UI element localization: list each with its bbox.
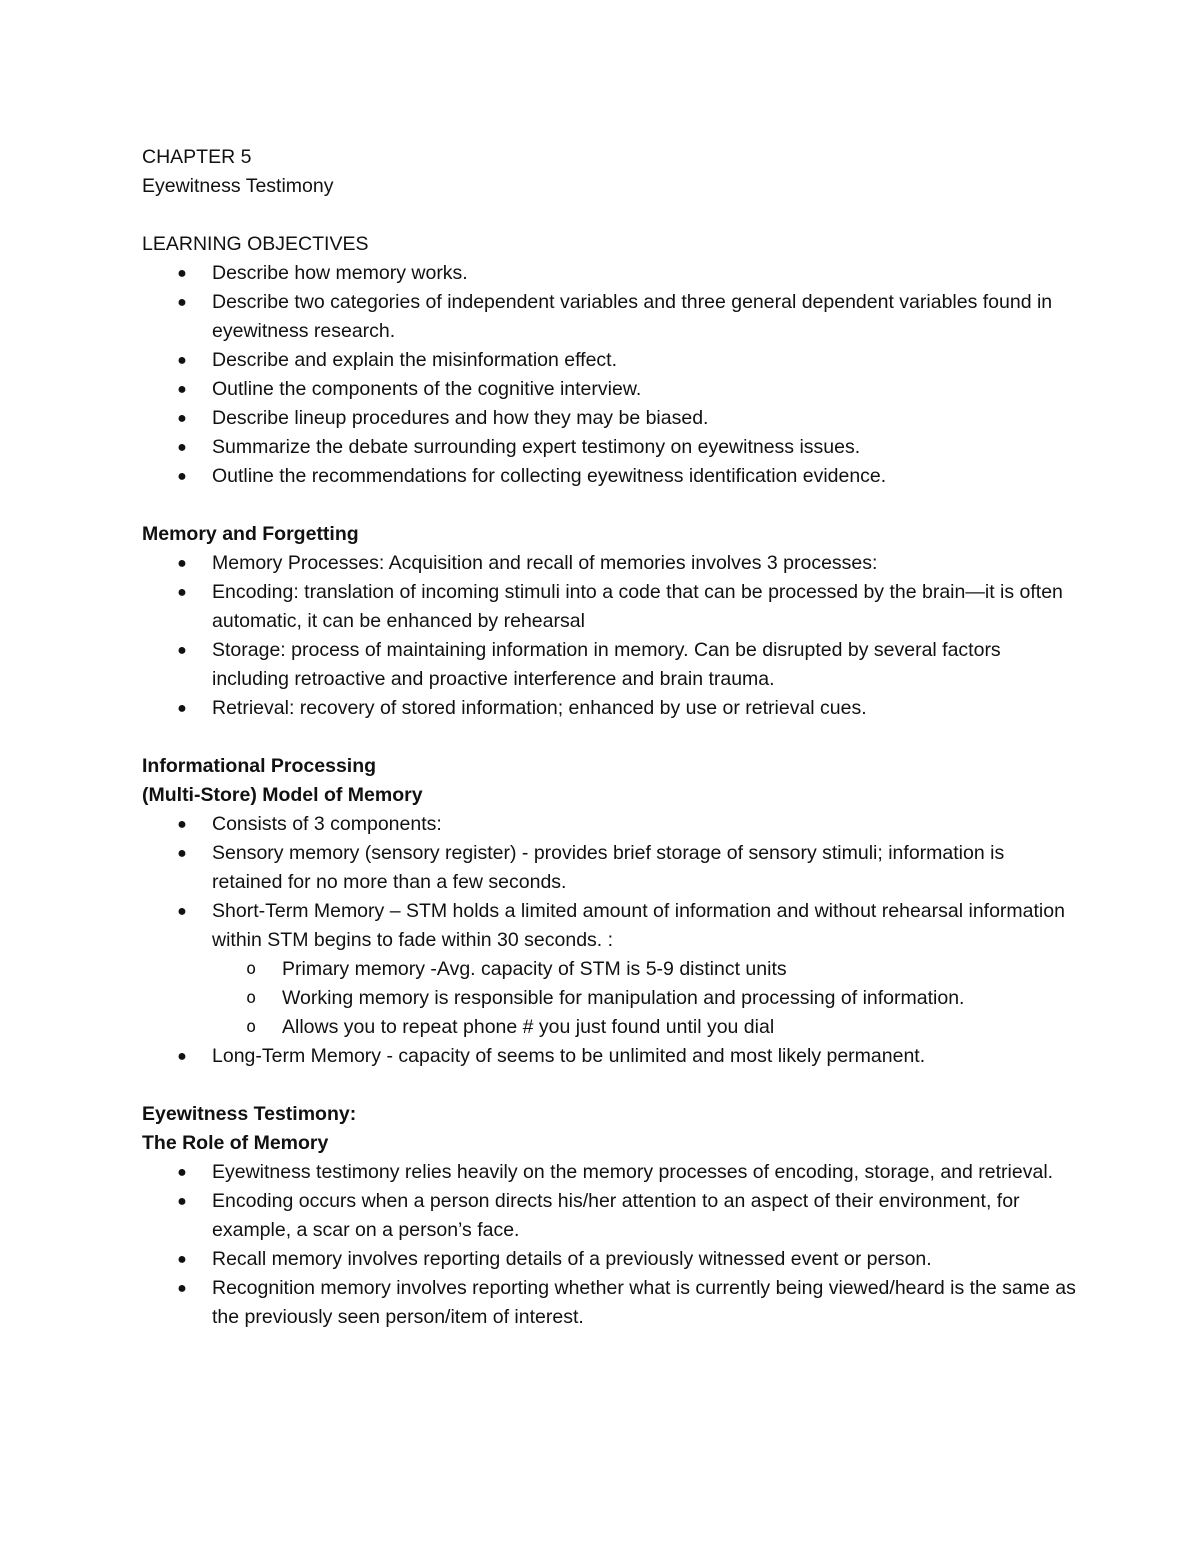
bullet-icon: ●: [177, 381, 187, 398]
bullet-icon: ●: [177, 903, 187, 920]
list-item: [142, 1158, 1077, 1187]
stm-sublist: [212, 955, 1077, 1042]
circle-bullet-icon: o: [246, 1017, 257, 1037]
section-heading: Eyewitness Testimony:: [142, 1103, 357, 1125]
objectives-list: [142, 259, 1077, 491]
sub-list-item-text: Allows you to repeat phone # you just found until you dial: [282, 1016, 775, 1038]
objectives-heading: LEARNING OBJECTIVES: [142, 233, 369, 255]
bullet-icon: ●: [177, 642, 187, 659]
list-item: [142, 259, 1077, 288]
bullet-icon: ●: [177, 845, 187, 862]
list-item-text: Outline the components of the cognitive interview.: [212, 378, 642, 400]
bullet-icon: ●: [177, 700, 187, 717]
section-heading: Memory and Forgetting: [142, 523, 359, 545]
list-item: [142, 578, 1077, 636]
list-item: [142, 839, 1077, 897]
list-item: [142, 1042, 1077, 1071]
list-item-text: Describe and explain the misinformation effect.: [212, 349, 618, 371]
list-item: [142, 897, 1077, 1042]
chapter-title: Eyewitness Testimony: [142, 175, 334, 197]
spacer: [142, 1071, 1077, 1100]
list-item-text: Memory Processes: Acquisition and recall of memories involves 3 processes:: [212, 552, 878, 574]
list-item-text: Eyewitness testimony relies heavily on the memory processes of encoding, storage, and retrieval.: [212, 1161, 1054, 1183]
list-item: [142, 375, 1077, 404]
list-item-text: Long-Term Memory - capacity of seems to be unlimited and most likely permanent.: [212, 1045, 926, 1067]
circle-bullet-icon: o: [246, 959, 257, 979]
list-item-text: Describe lineup procedures and how they may be biased.: [212, 407, 709, 429]
list-item-text: Consists of 3 components:: [212, 813, 442, 835]
sub-list-item: [142, 984, 1077, 1013]
list-item: [142, 433, 1077, 462]
bullet-icon: ●: [177, 352, 187, 369]
bullet-icon: ●: [177, 439, 187, 456]
list-item: [142, 549, 1077, 578]
list-item: [142, 1187, 1077, 1245]
list-item-text: Recall memory involves reporting details of a previously witnessed event or person.: [212, 1248, 932, 1270]
list-item-text: Short-Term Memory – STM holds a limited amount of information and without rehearsal information within STM begins to fade within 30 seconds. :: [212, 900, 1065, 951]
bullet-icon: ●: [177, 1193, 187, 1210]
document-page: [142, 143, 1077, 1332]
chapter-label: CHAPTER 5: [142, 146, 252, 168]
section-subheading: (Multi-Store) Model of Memory: [142, 784, 423, 806]
list-item: [142, 346, 1077, 375]
list-item-text: Recognition memory involves reporting whether what is currently being viewed/heard is the same as the previously seen person/item of interest.: [212, 1277, 1076, 1328]
list-item-text: Encoding occurs when a person directs his/her attention to an aspect of their environment, for example, a scar on a person’s face.: [212, 1190, 1020, 1241]
bullet-icon: ●: [177, 468, 187, 485]
list-item: [142, 694, 1077, 723]
bullet-icon: ●: [177, 555, 187, 572]
list-item-text: Encoding: translation of incoming stimuli into a code that can be processed by the brain—it is often automatic, it can be enhanced by rehearsal: [212, 581, 1063, 632]
list-item: [142, 1245, 1077, 1274]
list-item-text: Sensory memory (sensory register) - provides brief storage of sensory stimuli; information is retained for no more than a few seconds.: [212, 842, 1005, 893]
list-item-text: Summarize the debate surrounding expert testimony on eyewitness issues.: [212, 436, 861, 458]
bullet-icon: ●: [177, 1164, 187, 1181]
list-item-text: Outline the recommendations for collecting eyewitness identification evidence.: [212, 465, 887, 487]
list-item: [142, 1274, 1077, 1332]
list-item: [142, 462, 1077, 491]
memory-forgetting-list: [142, 549, 1077, 723]
bullet-icon: ●: [177, 1048, 187, 1065]
list-item: [142, 810, 1077, 839]
section-subheading: The Role of Memory: [142, 1132, 329, 1154]
section-heading: Informational Processing: [142, 755, 377, 777]
list-item: [142, 636, 1077, 694]
sub-list-item-text: Working memory is responsible for manipulation and processing of information.: [282, 987, 965, 1009]
bullet-icon: ●: [177, 1280, 187, 1297]
bullet-icon: ●: [177, 584, 187, 601]
bullet-icon: ●: [177, 816, 187, 833]
info-processing-list: [142, 810, 1077, 1071]
list-item: [142, 404, 1077, 433]
list-item: [142, 288, 1077, 346]
bullet-icon: ●: [177, 265, 187, 282]
spacer: [142, 491, 1077, 520]
spacer: [142, 723, 1077, 752]
sub-list-item: [142, 1013, 1077, 1042]
bullet-icon: ●: [177, 410, 187, 427]
list-item-text: Storage: process of maintaining information in memory. Can be disrupted by several factors including retroactive and proactive interference and brain trauma.: [212, 639, 1001, 690]
bullet-icon: ●: [177, 294, 187, 311]
list-item-text: Describe two categories of independent variables and three general dependent variables found in eyewitness research.: [212, 291, 1053, 342]
sub-list-item: [142, 955, 1077, 984]
list-item-text: Describe how memory works.: [212, 262, 468, 284]
bullet-icon: ●: [177, 1251, 187, 1268]
spacer: [142, 201, 1077, 230]
list-item-text: Retrieval: recovery of stored information; enhanced by use or retrieval cues.: [212, 697, 867, 719]
sub-list-item-text: Primary memory -Avg. capacity of STM is 5-9 distinct units: [282, 958, 787, 980]
circle-bullet-icon: o: [246, 988, 257, 1008]
role-of-memory-list: [142, 1158, 1077, 1332]
